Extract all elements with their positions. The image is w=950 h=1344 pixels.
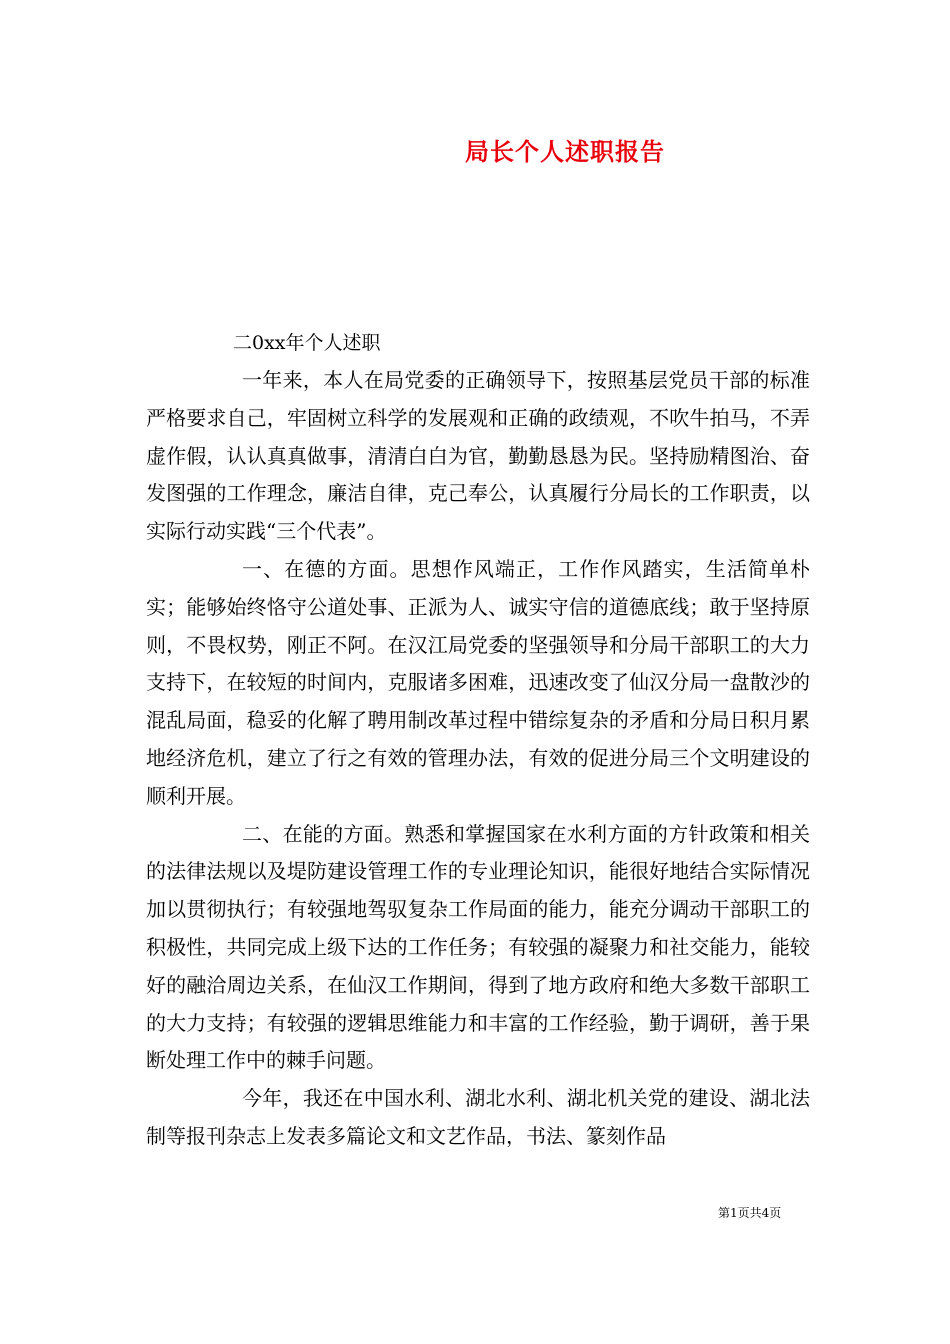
document-title: 局长个人述职报告 — [465, 137, 665, 166]
paragraph-intro: 一年来，本人在局党委的正确领导下，按照基层党员干部的标准严格要求自己，牢固树立科学的发展观和正确的政绩观，不吹牛拍马，不弄虚作假，认认真真做事，清清白白为官，勤勤恳恳为民。坚持励精图治、奋发图强的工作理念，廉洁自律，克己奉公，认真履行分局长的工作职责，以实际行动实践“三个代表”。 — [146, 368, 810, 544]
document-subtitle: 二0xx年个人述职 — [233, 332, 381, 354]
paragraph-morality: 一、在德的方面。思想作风端正，工作作风踏实，生活简单朴实；能够始终恪守公道处事、正派为人、诚实守信的道德底线；敢于坚持原则，不畏权势，刚正不阿。在汉江局党委的坚强领导和分局干部职工的大力支持下，在较短的时间内，克服诸多困难，迅速改变了仙汉分局一盘散沙的混乱局面，稳妥的化解了聘用制改革过程中错综复杂的矛盾和分局日积月累地经济危机，建立了行之有效的管理办法，有效的促进分局三个文明建设的顺利开展。 — [146, 556, 810, 808]
paragraph-publications: 今年，我还在中国水利、湖北水利、湖北机关党的建设、湖北法制等报刊杂志上发表多篇论文和文艺作品，书法、篆刻作品 — [146, 1086, 810, 1148]
paragraph-ability: 二、在能的方面。熟悉和掌握国家在水利方面的方针政策和相关的法律法规以及堤防建设管理工作的专业理论知识，能很好地结合实际情况加以贯彻执行；有较强地驾驭复杂工作局面的能力，能充分调动干部职工的积极性，共同完成上级下达的工作任务；有较强的凝聚力和社交能力，能较好的融洽周边关系，在仙汉工作期间，得到了地方政府和绝大多数干部职工的大力支持；有较强的逻辑思维能力和丰富的工作经验，勤于调研，善于果断处理工作中的棘手问题。 — [146, 821, 810, 1073]
document-body — [146, 362, 810, 1156]
page-number-footer: 第1页共4页 — [718, 1206, 782, 1220]
